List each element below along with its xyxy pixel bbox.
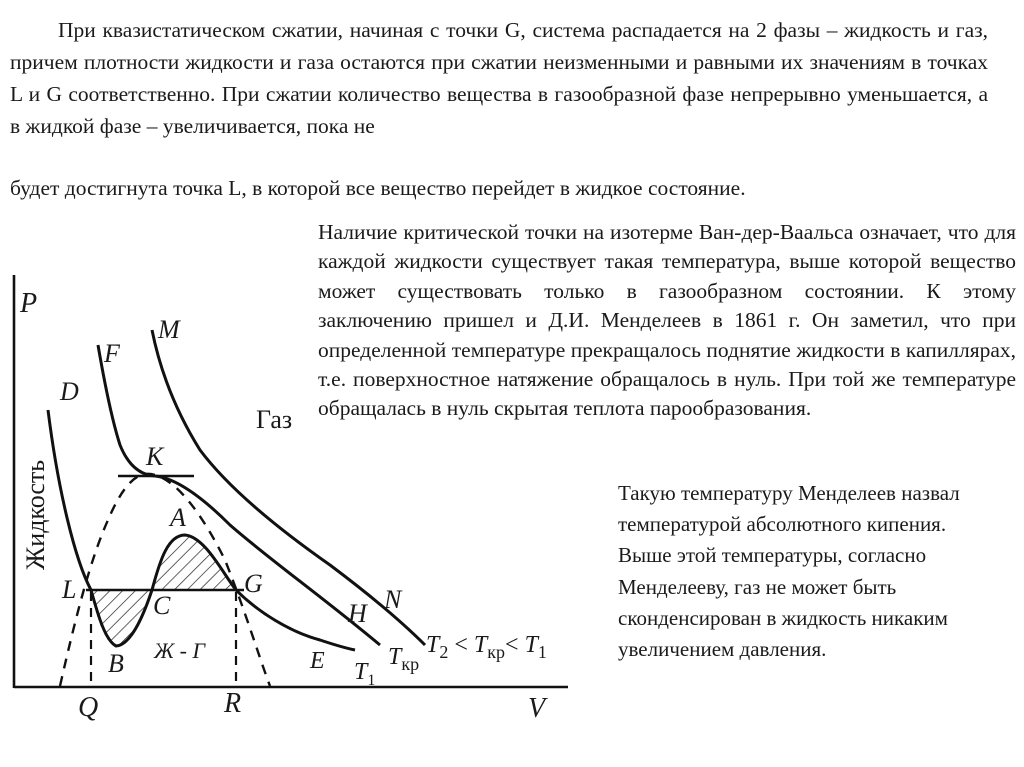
rel-t1: T (524, 632, 538, 658)
label-point-l: L (62, 575, 77, 604)
label-point-m: M (158, 315, 180, 344)
label-point-h: H (348, 599, 367, 628)
label-point-r: R (224, 688, 242, 719)
paragraph-critical-point: Наличие критической точки на изотерме Ван-дер-Ваальса означает, что для каждой жидкости существует такая температура, выше которой вещество может существовать только в газообразном состоянии. К этому заключению пришел и Д.И. Менделеев в 1861 г. Он заметил, что при определенной температуре прекращалось поднятие жидкости в капиллярах, т.е. поверхностное натяжение обращалось в нуль. При той же температуре обращалась в нуль скрытая теплота парообразования. (318, 220, 1016, 421)
hatched-area-upper (152, 535, 236, 590)
rel-t2-sub: 2 (439, 642, 449, 662)
label-point-g: G (244, 569, 263, 598)
label-point-n: N (384, 585, 402, 614)
tkr-symbol: T (388, 644, 402, 670)
label-axis-p: P (20, 288, 38, 319)
paragraph-mendeleev: Такую температуру Менделеев назвал температурой абсолютного кипения. Выше этой температуры, согласно Менделееву, газ не может быть сконденсирован в жидкость никаким увеличением давления. (618, 481, 960, 662)
label-axis-v: V (528, 693, 546, 724)
label-liquid: Жидкость (21, 459, 50, 570)
label-point-d: D (60, 377, 79, 406)
label-point-c: C (153, 591, 171, 620)
paragraph1-end: будет достигнута точка L, в которой все вещество перейдет в жидкое состояние. (10, 176, 746, 200)
label-point-e: E (310, 648, 325, 674)
rel-tkr: T (473, 632, 488, 658)
label-point-b: B (108, 649, 124, 678)
isotherm-t1 (48, 410, 355, 650)
label-point-f: F (104, 339, 120, 368)
rel-t2: T (426, 632, 440, 658)
label-gas: Газ (256, 405, 293, 434)
rel-lt2: < (505, 632, 525, 658)
rel-t1-sub: 1 (537, 642, 547, 662)
rel-tkr-sub: кр (487, 642, 506, 662)
temperature-relation (426, 632, 547, 662)
label-point-q: Q (78, 692, 99, 723)
t1-subscript: 1 (367, 672, 376, 689)
label-isotherm-tkr (388, 644, 419, 674)
rel-lt1: < (448, 632, 474, 658)
paragraph1-text: При квазистатическом сжатии, начиная с точки G, система распадается на 2 фазы – жидкость и газ, причем плотности жидкости и газа остаются при сжатии неизменными и равными их значениям в точках L и G соответственно. При сжатии количество вещества в газообразной фазе непрерывно уменьшается, а в жидкой фазе – увеличивается, пока не (10, 18, 988, 138)
label-isotherm-t1 (354, 659, 375, 689)
label-point-a: A (170, 503, 186, 532)
label-point-k: K (146, 442, 164, 471)
t1-symbol: T (354, 659, 368, 685)
label-two-phase: Ж - Г (154, 638, 205, 663)
tkr-subscript: кр (401, 654, 420, 674)
